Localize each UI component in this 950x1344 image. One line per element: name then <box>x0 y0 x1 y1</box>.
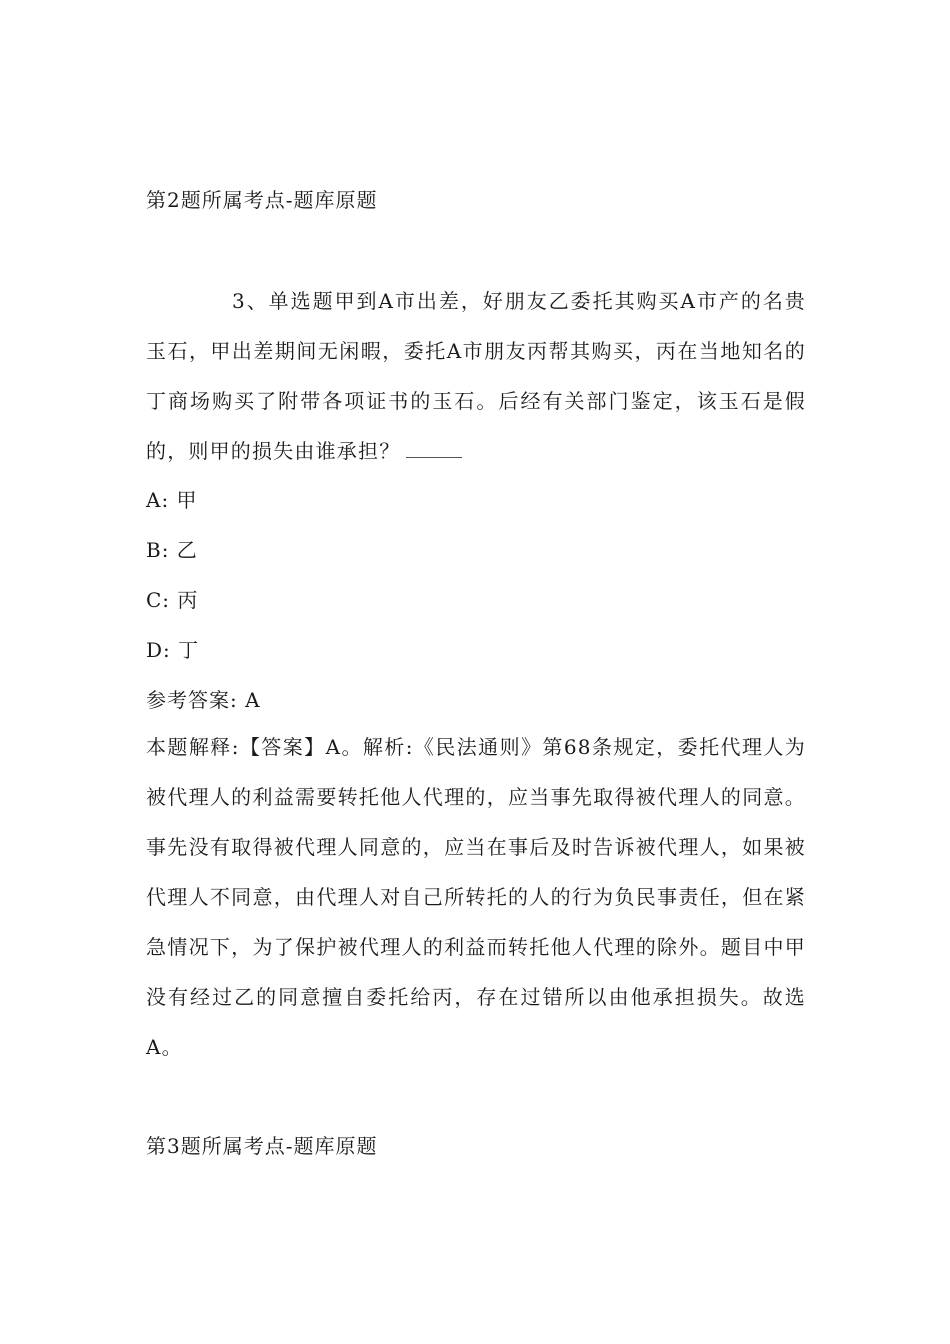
section-2-heading: 第2题所属考点-题库原题 <box>146 188 378 212</box>
option-c: C: 丙 <box>146 588 199 612</box>
option-b: B: 乙 <box>146 538 198 562</box>
option-d: D: 丁 <box>146 638 200 662</box>
option-a: A: 甲 <box>146 488 198 512</box>
reference-answer: 参考答案: A <box>146 688 261 712</box>
section-3-heading: 第3题所属考点-题库原题 <box>146 1134 378 1158</box>
question-3-text <box>146 276 806 476</box>
answer-explanation: 本题解释:【答案】A。解析:《民法通则》第68条规定，委托代理人为被代理人的利益需要转托他人代理的，应当事先取得被代理人的同意。事先没有取得被代理人同意的，应当在事后及时告诉被代理人，如果被代理人不同意，由代理人对自己所转托的人的行为负民事责任，但在紧急情况下，为了保护被代理人的利益而转托他人代理的除外。题目中甲没有经过乙的同意擅自委托给丙，存在过错所以由他承担损失。故选A。 <box>146 735 806 1059</box>
answer-blank <box>406 437 462 458</box>
question-3-stem: 3、单选题甲到A市出差，好朋友乙委托其购买A市产的名贵玉石，甲出差期间无闲暇，委托A市朋友丙帮其购买，丙在当地知名的丁商场购买了附带各项证书的玉石。后经有关部门鉴定，该玉石是假的，则甲的损失由谁承担？ <box>146 289 806 463</box>
